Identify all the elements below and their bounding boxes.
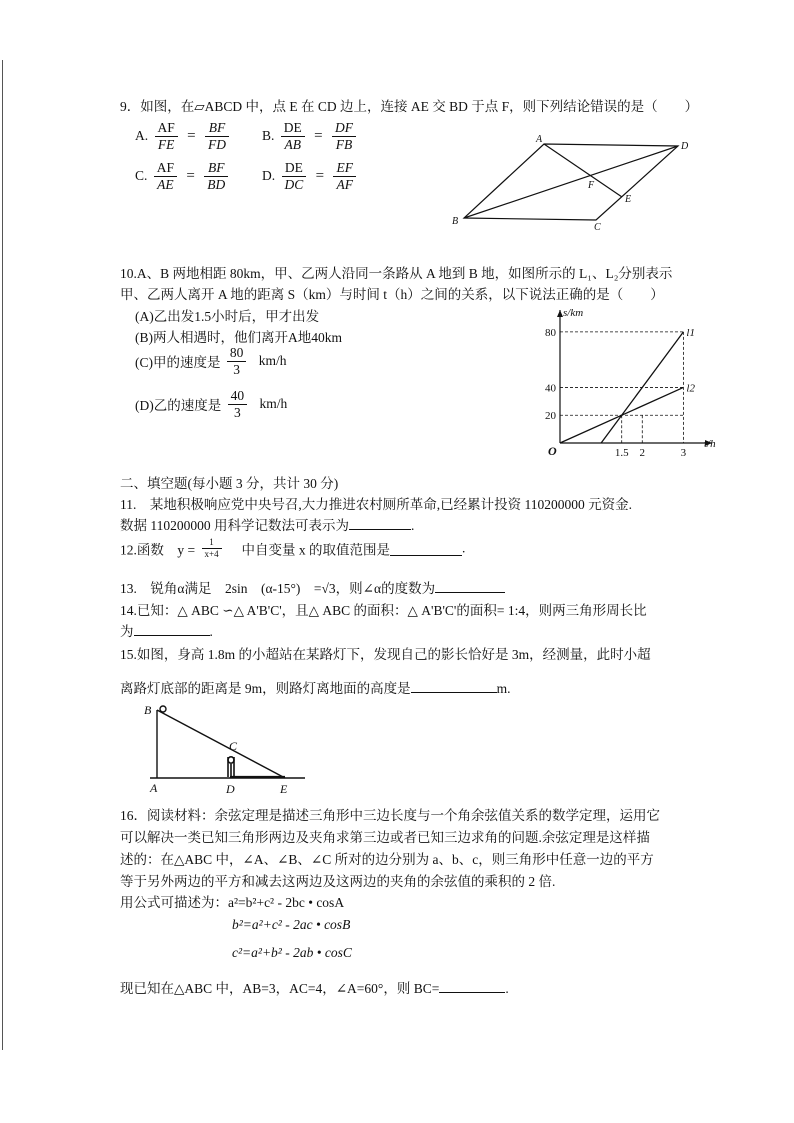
q9-option-d-label: D. <box>262 168 276 183</box>
section2-title: 二、填空题(每小题 3 分，共计 30 分) <box>120 476 339 491</box>
light-ray-be <box>157 710 285 778</box>
label-d: D <box>681 141 689 152</box>
label-a: A <box>536 134 543 145</box>
q9-option-b[interactable]: B. $\frac{DE}{AB}$ = $\frac{DF}{FB}$ <box>262 120 359 152</box>
q12-answer-blank[interactable] <box>390 541 462 556</box>
q10-option-d[interactable] <box>135 388 287 420</box>
label-d: D <box>226 782 235 796</box>
q15-line1: 15.如图，身高 1.8m 的小超站在某路灯下，发现自己的影长恰好是 3m，经测量，此时小超 <box>120 647 651 662</box>
q12 <box>120 537 465 560</box>
q10-c-num: 80 <box>227 345 247 362</box>
q16-line4: 等于另外两边的平方和减去这两边及这两边的夹角的余弦值的乘积的 2 倍. <box>120 874 556 889</box>
q14-end: . <box>209 624 213 639</box>
x-tick-2: 2 <box>639 447 646 459</box>
q15-line2 <box>120 677 511 697</box>
q9-option-b-label: B. <box>262 128 275 143</box>
q13-text: 13. 锐角α满足 2sin (α-15°) =√3，则∠α的度数为 <box>120 581 436 596</box>
x-axis-label: t/h <box>704 438 716 450</box>
q16-final <box>120 977 509 997</box>
q9-a-right-num: BF <box>205 120 229 137</box>
label-f: F <box>588 180 595 191</box>
q9-option-c-label: C. <box>135 168 148 183</box>
q10-stem-line2: 甲、乙两人离开 A 地的距离 S（km）与时间 t（h）之间的关系，以下说法正确的是（ ） <box>120 287 664 302</box>
person-icon <box>228 757 234 777</box>
label-a: A <box>150 781 158 795</box>
q16-final-text: 现已知在△ABC 中，AB=3，AC=4，∠A=60°，则 BC= <box>120 981 440 996</box>
q16-answer-blank[interactable] <box>439 978 505 993</box>
q9-d-left-den: DC <box>284 176 304 192</box>
q13 <box>120 577 505 597</box>
origin-label: O <box>548 444 557 458</box>
label-c: C <box>594 222 601 233</box>
label-b: B <box>144 703 152 717</box>
q10-c-unit: km/h <box>258 353 287 368</box>
q11-line2-text: 数据 110200000 用科学记数法可表示为 <box>120 518 349 533</box>
q15-streetlamp-figure <box>140 698 315 798</box>
q15-answer-blank[interactable] <box>411 678 497 693</box>
q9-a-left-num: AF <box>155 120 178 137</box>
q9-d-right-den: AF <box>336 176 353 192</box>
series-label-l2: l2 <box>686 382 695 395</box>
label-e: E <box>625 194 632 205</box>
x-tick-1.5: 1.5 <box>614 447 629 459</box>
y-tick-20: 20 <box>545 410 556 423</box>
q14-line2 <box>120 620 213 640</box>
q16-formula2: b²=a²+c² - 2ac • cosB <box>232 917 351 932</box>
q12-post: 中自变量 x 的取值范围是 <box>227 542 390 558</box>
q10-option-c[interactable] <box>135 345 287 377</box>
q10-d-num: 40 <box>228 388 248 405</box>
q9-d-left-num: DE <box>282 160 307 177</box>
q14-line2-pre: 为 <box>120 624 134 639</box>
q9-option-c[interactable]: C. $\frac{AF}{AE}$ = $\frac{BF}{BD}$ <box>135 160 231 192</box>
q16-formula1: a²=b²+c² - 2bc • cosA <box>228 895 345 910</box>
label-e: E <box>280 782 288 796</box>
q10-st-chart <box>532 300 722 470</box>
q9-c-right-num: BF <box>204 160 228 177</box>
x-tick-3: 3 <box>680 447 687 459</box>
q10-d-den: 3 <box>234 404 241 420</box>
segment-ae <box>544 144 622 197</box>
lamp-icon <box>160 706 166 712</box>
q16-line3: 述的：在△ABC 中，∠A、∠B、∠C 所对的边分别为 a、b、c，则三角形中任意一边的平方 <box>120 852 654 867</box>
q9-c-right-den: BD <box>207 176 226 192</box>
label-b: B <box>452 216 459 227</box>
q9-option-a[interactable]: A. $\frac{AF}{FE}$ = $\frac{BF}{FD}$ <box>135 120 232 152</box>
q16-formula3: c²=a²+b² - 2ab • cosC <box>232 945 352 960</box>
q10-c-den: 3 <box>233 361 240 377</box>
q9-b-left-num: DE <box>281 120 305 137</box>
q14-answer-blank[interactable] <box>134 621 210 636</box>
series-line-l2 <box>560 387 683 443</box>
q13-answer-blank[interactable] <box>435 578 505 593</box>
q12-num: 1 <box>202 537 222 549</box>
y-axis-label: s/km <box>563 307 584 319</box>
segment-bd <box>464 146 678 218</box>
q9-d-right-num: EF <box>333 160 356 177</box>
q11-end: . <box>411 518 415 533</box>
q15-line2-pre: 离路灯底部的距离是 9m，则路灯离地面的高度是 <box>120 681 411 696</box>
q16-formula-line1 <box>120 891 344 911</box>
q9-b-left-den: AB <box>284 136 302 152</box>
q9-a-left-den: FE <box>157 136 175 152</box>
q9-b-right-den: FB <box>335 136 353 152</box>
q11-line2 <box>120 514 414 534</box>
q9-stem: 9．如图，在▱ABCD 中，点 E 在 CD 边上，连接 AE 交 BD 于点 F，则下列结论错误的是（ ） <box>120 99 699 114</box>
q16-line2: 可以解决一类已知三角形两边及夹角求第三边或者已知三边求角的问题.余弦定理是这样描 <box>120 830 650 845</box>
q10-stem-line1: 10.A、B 两地相距 80km，甲、乙两人沿同一条路从 A 地到 B 地，如图所示的 L₁、L₂分别表示 <box>120 266 673 281</box>
label-c: C <box>229 739 238 753</box>
q9-option-a-label: A. <box>135 128 149 143</box>
q14-line1: 14.已知：△ ABC ∽△ A'B'C'，且△ ABC 的面积：△ A'B'C'的面积= 1:4，则两三角形周长比 <box>120 603 647 618</box>
left-margin-line <box>2 60 3 1050</box>
q9-c-left-den: AE <box>157 176 174 192</box>
y-tick-40: 40 <box>545 382 556 395</box>
q16-final-end: . <box>505 981 509 996</box>
y-tick-80: 80 <box>545 326 556 339</box>
q9-b-right-num: DF <box>332 120 356 137</box>
q10-d-unit: km/h <box>259 396 288 411</box>
q10-option-b[interactable]: (B)两人相遇时，他们离开A地40km <box>135 330 342 345</box>
q9-option-d[interactable]: D. $\frac{DE}{DC}$ = $\frac{EF}{AF}$ <box>262 160 359 192</box>
q10-option-d-text: (D)乙的速度是 <box>135 398 222 413</box>
q11-answer-blank[interactable] <box>349 515 411 530</box>
q16-formula-intro: 用公式可描述为： <box>120 895 228 910</box>
q10-option-a[interactable]: (A)乙出发1.5小时后，甲才出发 <box>135 309 320 324</box>
q9-c-left-num: AF <box>154 160 177 177</box>
q9-a-right-den: FD <box>207 136 226 152</box>
q11-line1: 11. 某地积极响应党中央号召,大力推进农村厕所革命,已经累计投资 110200000 元资金. <box>120 497 632 512</box>
q16-line1: 16．阅读材料：余弦定理是描述三角形中三边长度与一个角余弦值关系的数学定理，运用它 <box>120 808 660 823</box>
q15-end: m. <box>496 681 511 696</box>
q12-den: x+4 <box>204 549 219 559</box>
q9-parallelogram-figure <box>440 130 700 240</box>
q12-pre: 12.函数 y = <box>120 542 196 558</box>
q10-option-c-text: (C)甲的速度是 <box>135 355 221 370</box>
q12-end: . <box>461 540 466 556</box>
series-label-l1: l1 <box>686 326 695 339</box>
